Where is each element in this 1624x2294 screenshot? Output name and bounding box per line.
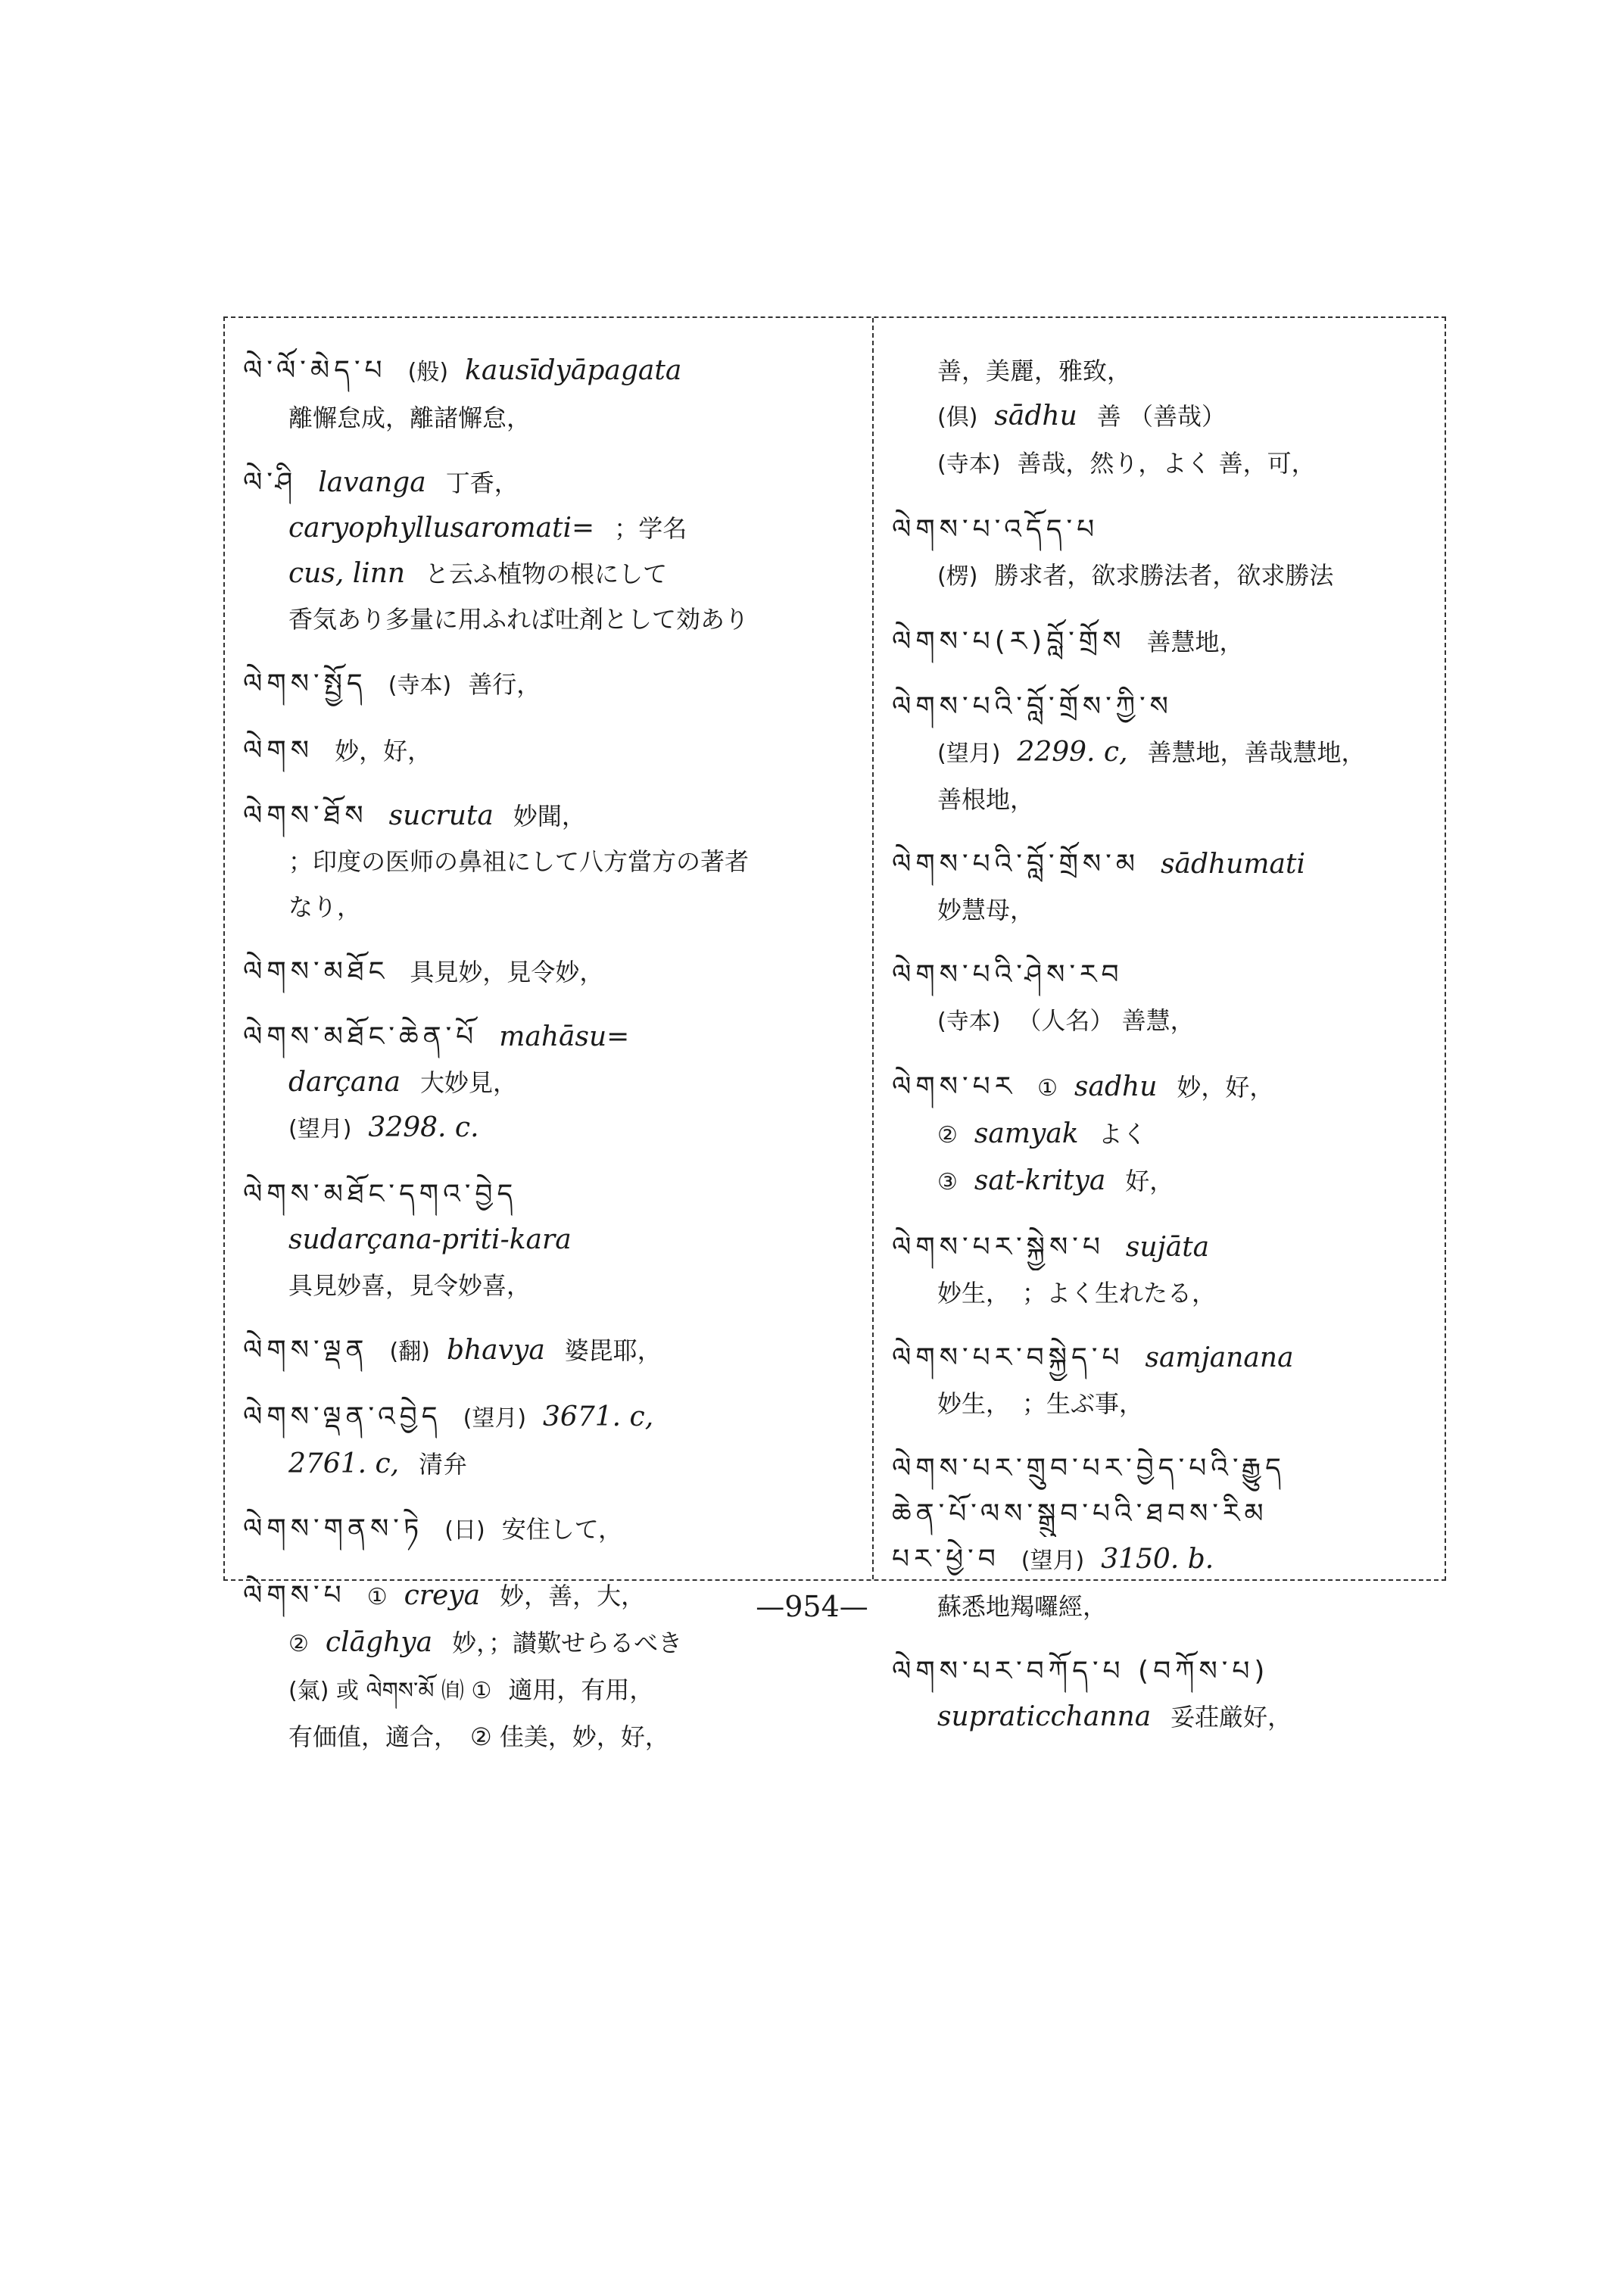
sanskrit-term: mahāsu= bbox=[499, 1021, 630, 1052]
entry-line bbox=[892, 952, 1429, 998]
dictionary-entry bbox=[892, 1225, 1429, 1316]
entry-line bbox=[243, 1217, 854, 1263]
japanese-gloss: 香気あり多量に用ふれば吐剤として効あり bbox=[288, 605, 750, 634]
tibetan-headword: ལེགས་ལྡན bbox=[243, 1335, 369, 1366]
japanese-gloss: 善慧地，善哉慧地， bbox=[1147, 738, 1366, 767]
tibetan-headword: ལེ་ལོ་མེད་པ bbox=[243, 355, 387, 386]
japanese-gloss: 善行， bbox=[468, 670, 541, 699]
entry-line bbox=[243, 1172, 854, 1217]
japanese-gloss: 妥荘厳好， bbox=[1170, 1703, 1292, 1731]
japanese-gloss: ；学名 bbox=[614, 514, 687, 543]
sanskrit-term: bhavya bbox=[446, 1335, 545, 1366]
dictionary-entry bbox=[243, 793, 854, 930]
dictionary-entry bbox=[243, 1395, 854, 1487]
japanese-gloss: と云ふ植物の根にして bbox=[425, 559, 668, 588]
japanese-gloss: 清弁 bbox=[419, 1450, 468, 1479]
tibetan-headword: ལེགས་པར་སྐྱེས་པ bbox=[892, 1232, 1105, 1263]
sanskrit-term: sat-kritya bbox=[974, 1165, 1106, 1196]
japanese-gloss: 安住して， bbox=[501, 1515, 623, 1544]
japanese-gloss: 具見妙喜，見令妙喜， bbox=[288, 1271, 531, 1300]
sanskrit-term: sadhu bbox=[1074, 1071, 1158, 1102]
source-reference: (寺本) bbox=[937, 1008, 1001, 1035]
entry-line bbox=[892, 842, 1429, 887]
source-reference: (般) bbox=[407, 359, 449, 385]
tibetan-headword: ལེགས་པའི་བློ་གྲོས་མ bbox=[892, 849, 1140, 880]
tibetan-headword: ལེགས་པར་གྲུབ་པར་བྱེད་པའི་རྒྱུད bbox=[892, 1453, 1286, 1484]
entry-line bbox=[243, 884, 854, 930]
entry-line bbox=[892, 1537, 1429, 1584]
entry-line bbox=[892, 1336, 1429, 1381]
dictionary-entry bbox=[243, 1328, 854, 1375]
dictionary-entry bbox=[243, 1172, 854, 1308]
source-reference: (望月) bbox=[1021, 1548, 1085, 1574]
dictionary-entry bbox=[243, 1507, 854, 1554]
source-reference: (望月) bbox=[937, 740, 1001, 767]
entry-line bbox=[892, 1649, 1429, 1694]
source-reference: (望月) bbox=[288, 1116, 352, 1142]
japanese-gloss: 善 （善哉） bbox=[1096, 402, 1226, 431]
source-reference: (寺本) bbox=[388, 672, 452, 699]
japanese-gloss: （人名） 善慧， bbox=[1017, 1006, 1195, 1035]
dictionary-entry bbox=[892, 619, 1429, 665]
tibetan-headword: པར་ཕྱེ་བ bbox=[892, 1544, 1000, 1575]
entry-line bbox=[243, 949, 854, 995]
dictionary-entry bbox=[892, 842, 1429, 933]
tibetan-headword: ལེགས་པའི་ཤེས་རབ bbox=[892, 959, 1124, 990]
tibetan-headword: ཆེན་པོ་ལས་སྒྲུབ་པའི་ཐབས་རིམ bbox=[892, 1498, 1268, 1529]
entry-line bbox=[243, 1263, 854, 1308]
entry-line bbox=[243, 728, 854, 774]
sanskrit-term: 3150. b. bbox=[1101, 1544, 1214, 1575]
tibetan-headword: ལེགས་པའི་བློ་གྲོས་ཀྱི་ས bbox=[892, 691, 1173, 722]
japanese-gloss: ；印度の医师の鼻祖にして八方當方の著者 bbox=[288, 847, 750, 876]
tibetan-headword: ལེགས་སྤྱོད bbox=[243, 669, 367, 700]
tibetan-headword: ལེགས་པ bbox=[243, 1580, 346, 1611]
source-reference: (翻) bbox=[389, 1339, 430, 1365]
sanskrit-term: 2761. c, bbox=[288, 1448, 400, 1479]
tibetan-headword: ལེགས་པར་བཀོད་པ (བཀོས་པ) bbox=[892, 1656, 1270, 1687]
entry-line bbox=[892, 553, 1429, 600]
sanskrit-term: 3298. c. bbox=[368, 1112, 479, 1143]
japanese-gloss: 婆毘耶， bbox=[564, 1336, 662, 1365]
japanese-gloss: 蘇悉地羯囉經， bbox=[937, 1592, 1108, 1621]
japanese-gloss: 妙，好， bbox=[335, 737, 432, 765]
japanese-gloss: 好， bbox=[1125, 1167, 1174, 1195]
entry-line bbox=[892, 1111, 1429, 1158]
tibetan-headword: ལེགས་པ(ར)བློ་གྲོས bbox=[892, 626, 1126, 657]
entry-line bbox=[892, 619, 1429, 665]
entry-line bbox=[243, 1620, 854, 1667]
dictionary-entry bbox=[892, 348, 1429, 488]
sanskrit-term: sādhu bbox=[994, 401, 1077, 432]
sanskrit-term: sādhumati bbox=[1161, 849, 1305, 880]
sanskrit-term: samjanana bbox=[1145, 1342, 1294, 1373]
entry-line bbox=[892, 998, 1429, 1045]
sanskrit-term: supraticchanna bbox=[937, 1701, 1152, 1732]
source-reference: (日) bbox=[444, 1517, 485, 1544]
entry-line bbox=[243, 1015, 854, 1060]
dictionary-entry bbox=[243, 460, 854, 642]
tibetan-headword: ལེགས་པ་འདོད་པ bbox=[892, 514, 1099, 545]
dictionary-entry bbox=[892, 952, 1429, 1045]
source-reference: (寺本) bbox=[937, 451, 1001, 478]
tibetan-headword: ལེགས bbox=[243, 735, 314, 766]
tibetan-headword: ལེགས་མཐོང་དགའ་བྱེད bbox=[243, 1179, 518, 1210]
entry-line bbox=[892, 507, 1429, 553]
tibetan-headword: ལེགས་མཐོང bbox=[243, 956, 389, 987]
entry-line bbox=[892, 1381, 1429, 1426]
sanskrit-term: clāghya bbox=[325, 1627, 433, 1658]
entry-line bbox=[892, 1225, 1429, 1270]
entry-line bbox=[243, 460, 854, 506]
japanese-gloss: 妙生， ；生ぶ事， bbox=[937, 1389, 1144, 1418]
right-column bbox=[874, 318, 1448, 1732]
entry-line bbox=[892, 348, 1429, 394]
japanese-gloss: 妙，；讃歎せらるべき bbox=[452, 1629, 683, 1657]
entry-line bbox=[892, 441, 1429, 488]
entry-line bbox=[243, 662, 854, 709]
source-reference: ③ bbox=[937, 1169, 958, 1195]
sanskrit-term: creya bbox=[404, 1580, 481, 1611]
entry-line bbox=[892, 394, 1429, 441]
dictionary-entry bbox=[243, 728, 854, 774]
japanese-gloss: 大妙見， bbox=[420, 1068, 518, 1097]
dictionary-entry bbox=[243, 949, 854, 995]
entry-line bbox=[892, 684, 1429, 730]
entry-line bbox=[243, 1507, 854, 1554]
entry-line bbox=[892, 887, 1429, 933]
tibetan-headword: ལེགས་ལྡན་འབྱེད bbox=[243, 1401, 442, 1432]
japanese-gloss: 適用，有用， bbox=[508, 1675, 654, 1704]
source-reference: (楞) bbox=[937, 563, 978, 590]
source-reference: (倶) bbox=[937, 404, 978, 431]
dictionary-entry bbox=[243, 1015, 854, 1152]
entry-line bbox=[243, 597, 854, 642]
tibetan-headword: ལེ་ཤི bbox=[243, 467, 298, 498]
japanese-gloss: 妙生， ；よく生れたる， bbox=[937, 1279, 1217, 1308]
japanese-gloss: 善慧地， bbox=[1146, 628, 1244, 656]
japanese-gloss: 妙，善，大， bbox=[500, 1582, 646, 1610]
entry-line bbox=[243, 395, 854, 441]
japanese-gloss: 善，美麗，雅致， bbox=[937, 357, 1132, 385]
entry-line bbox=[243, 793, 854, 839]
japanese-gloss: 妙慧母， bbox=[937, 896, 1035, 924]
japanese-gloss: 具見妙，見令妙， bbox=[410, 958, 604, 986]
sanskrit-term: 2299. c, bbox=[1017, 737, 1128, 768]
sanskrit-term: sujāta bbox=[1125, 1232, 1210, 1263]
entry-line bbox=[243, 1328, 854, 1375]
sanskrit-term: sudarçana-priti-kara bbox=[288, 1224, 572, 1255]
source-reference: (氣) 或 ལེགས་མོ ㉂ ① bbox=[288, 1678, 492, 1704]
sanskrit-term: sucruta bbox=[388, 800, 494, 831]
sanskrit-term: samyak bbox=[974, 1118, 1079, 1149]
sanskrit-term: 3671. c, bbox=[543, 1401, 654, 1432]
dictionary-entry bbox=[892, 507, 1429, 600]
japanese-gloss: 勝求者，欲求勝法者，欲求勝法 bbox=[994, 561, 1334, 590]
japanese-gloss: なり， bbox=[288, 893, 362, 921]
entry-line bbox=[243, 1105, 854, 1152]
japanese-gloss: よく bbox=[1098, 1120, 1147, 1149]
japanese-gloss: 有価值，適合， ② 佳美，妙，好， bbox=[288, 1722, 669, 1751]
entry-line bbox=[892, 1694, 1429, 1740]
source-reference: ① bbox=[1037, 1075, 1058, 1102]
japanese-gloss: 妙，好， bbox=[1177, 1073, 1274, 1102]
entry-line bbox=[892, 1446, 1429, 1491]
page-number: —954— bbox=[756, 1590, 868, 1623]
japanese-gloss: 丁香， bbox=[445, 469, 519, 497]
entry-line bbox=[243, 1395, 854, 1442]
dictionary-entry bbox=[892, 1064, 1429, 1205]
sanskrit-term: caryophyllusaromati= bbox=[288, 513, 595, 544]
entry-line bbox=[243, 1442, 854, 1487]
source-reference: ① bbox=[366, 1584, 388, 1610]
dictionary-entry bbox=[243, 348, 854, 441]
dictionary-entry bbox=[892, 1336, 1429, 1426]
japanese-gloss: 善根地， bbox=[937, 785, 1035, 814]
dictionary-entry bbox=[892, 684, 1429, 822]
entry-line bbox=[892, 1064, 1429, 1111]
tibetan-headword: ལེགས་གནས་ཏེ bbox=[243, 1513, 424, 1544]
sanskrit-term: kausīdyāpagata bbox=[465, 355, 682, 386]
tibetan-headword: ལེགས་ཐོས bbox=[243, 800, 368, 831]
entry-line bbox=[892, 1270, 1429, 1316]
entry-line bbox=[892, 1158, 1429, 1205]
tibetan-headword: ལེགས་པར bbox=[892, 1071, 1017, 1102]
japanese-gloss: 離懈怠成，離諸懈怠， bbox=[288, 404, 531, 432]
entry-line bbox=[892, 777, 1429, 822]
dictionary-entry bbox=[243, 662, 854, 709]
source-reference: ② bbox=[288, 1631, 309, 1657]
entry-line bbox=[243, 348, 854, 395]
entry-line bbox=[243, 506, 854, 551]
japanese-gloss: 妙聞， bbox=[513, 802, 586, 831]
japanese-gloss: 善哉，然り，よく 善，可， bbox=[1017, 449, 1316, 478]
entry-line bbox=[243, 839, 854, 884]
entry-line bbox=[892, 1491, 1429, 1537]
sanskrit-term: cus, linn bbox=[288, 558, 406, 589]
entry-line bbox=[243, 1060, 854, 1105]
source-reference: (望月) bbox=[463, 1405, 527, 1432]
sanskrit-term: lavanga bbox=[318, 467, 426, 498]
tibetan-headword: ལེགས་མཐོང་ཆེན་པོ bbox=[243, 1021, 478, 1052]
dictionary-entry bbox=[892, 1649, 1429, 1740]
entry-line bbox=[243, 1667, 854, 1714]
entry-line bbox=[243, 1714, 854, 1759]
sanskrit-term: darçana bbox=[288, 1067, 401, 1098]
entry-line bbox=[243, 551, 854, 597]
source-reference: ② bbox=[937, 1122, 958, 1149]
tibetan-headword: ལེགས་པར་བསྐྱེད་པ bbox=[892, 1342, 1124, 1373]
entry-line bbox=[892, 730, 1429, 777]
